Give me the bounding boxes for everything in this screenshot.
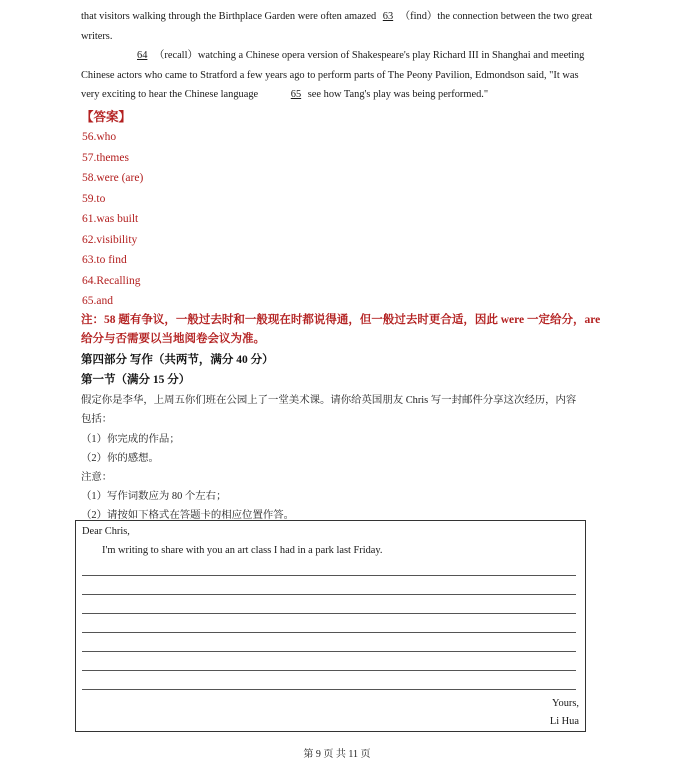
letter-closing: Yours,: [552, 698, 579, 709]
passage-paragraph-1: [81, 7, 593, 46]
page-footer: 第 9 页 共 11 页: [303, 749, 371, 760]
blank-63: 63: [382, 11, 394, 22]
section-title: 第四部分 写作（共两节，满分 40 分）: [81, 354, 274, 366]
attention-item: （2）请按如下格式在答题卡的相应位置作答。: [81, 510, 295, 521]
writing-line: [82, 670, 576, 671]
passage-paragraph-2: [81, 46, 593, 105]
attention-label: 注意：: [81, 472, 113, 483]
answer-header: 【答案】: [81, 110, 132, 124]
writing-line: [82, 613, 576, 614]
blank-65: 65: [290, 89, 302, 100]
letter-signature: Li Hua: [549, 716, 579, 727]
grading-note: 注：58 题有争议，一般过去时和一般现在时都说得通，但一般过去时更合适，因此 were 一定给分，are 给分与否需要以当地阅卷会议为准。: [81, 314, 601, 345]
writing-line: [82, 651, 576, 652]
answer-item: 57.themes: [82, 151, 129, 164]
answer-box: [75, 520, 586, 732]
answer-item: 58.were (are): [82, 172, 144, 184]
answer-item: 59.to: [82, 192, 106, 205]
answer-item: 62.visibility: [82, 233, 138, 246]
prompt-text: 假定你是李华，上周五你们班在公园上了一堂美术课。请你给英国朋友 Chris 写一封邮件分享这次经历，内容: [81, 395, 577, 406]
passage-text: （recall）watching a Chinese opera version of Shakespeare's play Richard III in Shanghai and meeting Chinese actors who came to Stratford a few years ago to perform parts of The Peony Pavilion, Edmondson said, "It was very exciting to hear the Chinese language: [81, 50, 585, 100]
answer-item: 65.and: [82, 295, 113, 307]
letter-opening: I'm writing to share with you an art class I had in a park last Friday.: [102, 545, 383, 556]
writing-line: [82, 594, 576, 595]
writing-line: [82, 575, 576, 576]
writing-line: [82, 689, 576, 690]
answer-item: 63.to find: [82, 254, 127, 266]
passage-text: see how Tang's play was being performed.": [307, 89, 489, 100]
writing-line: [82, 632, 576, 633]
blank-64: 64: [137, 50, 148, 61]
content-point: （2）你的感想。: [81, 453, 159, 464]
prompt-text: 包括：: [81, 414, 113, 425]
answer-item: 56.who: [82, 131, 117, 143]
answer-list: [82, 127, 143, 312]
content-point: （1）你完成的作品；: [81, 434, 180, 445]
answer-item: 64.Recalling: [82, 274, 141, 287]
answer-item: 61.was built: [82, 213, 139, 225]
subsection-title: 第一节（满分 15 分）: [81, 374, 191, 386]
passage-text: that visitors walking through the Birthplace Garden were often amazed: [81, 11, 377, 22]
letter-greeting: Dear Chris,: [82, 526, 130, 537]
passage-text: （find）the connection between the two great writers.: [81, 11, 593, 42]
attention-item: （1）写作词数应为 80 个左右；: [81, 491, 227, 502]
